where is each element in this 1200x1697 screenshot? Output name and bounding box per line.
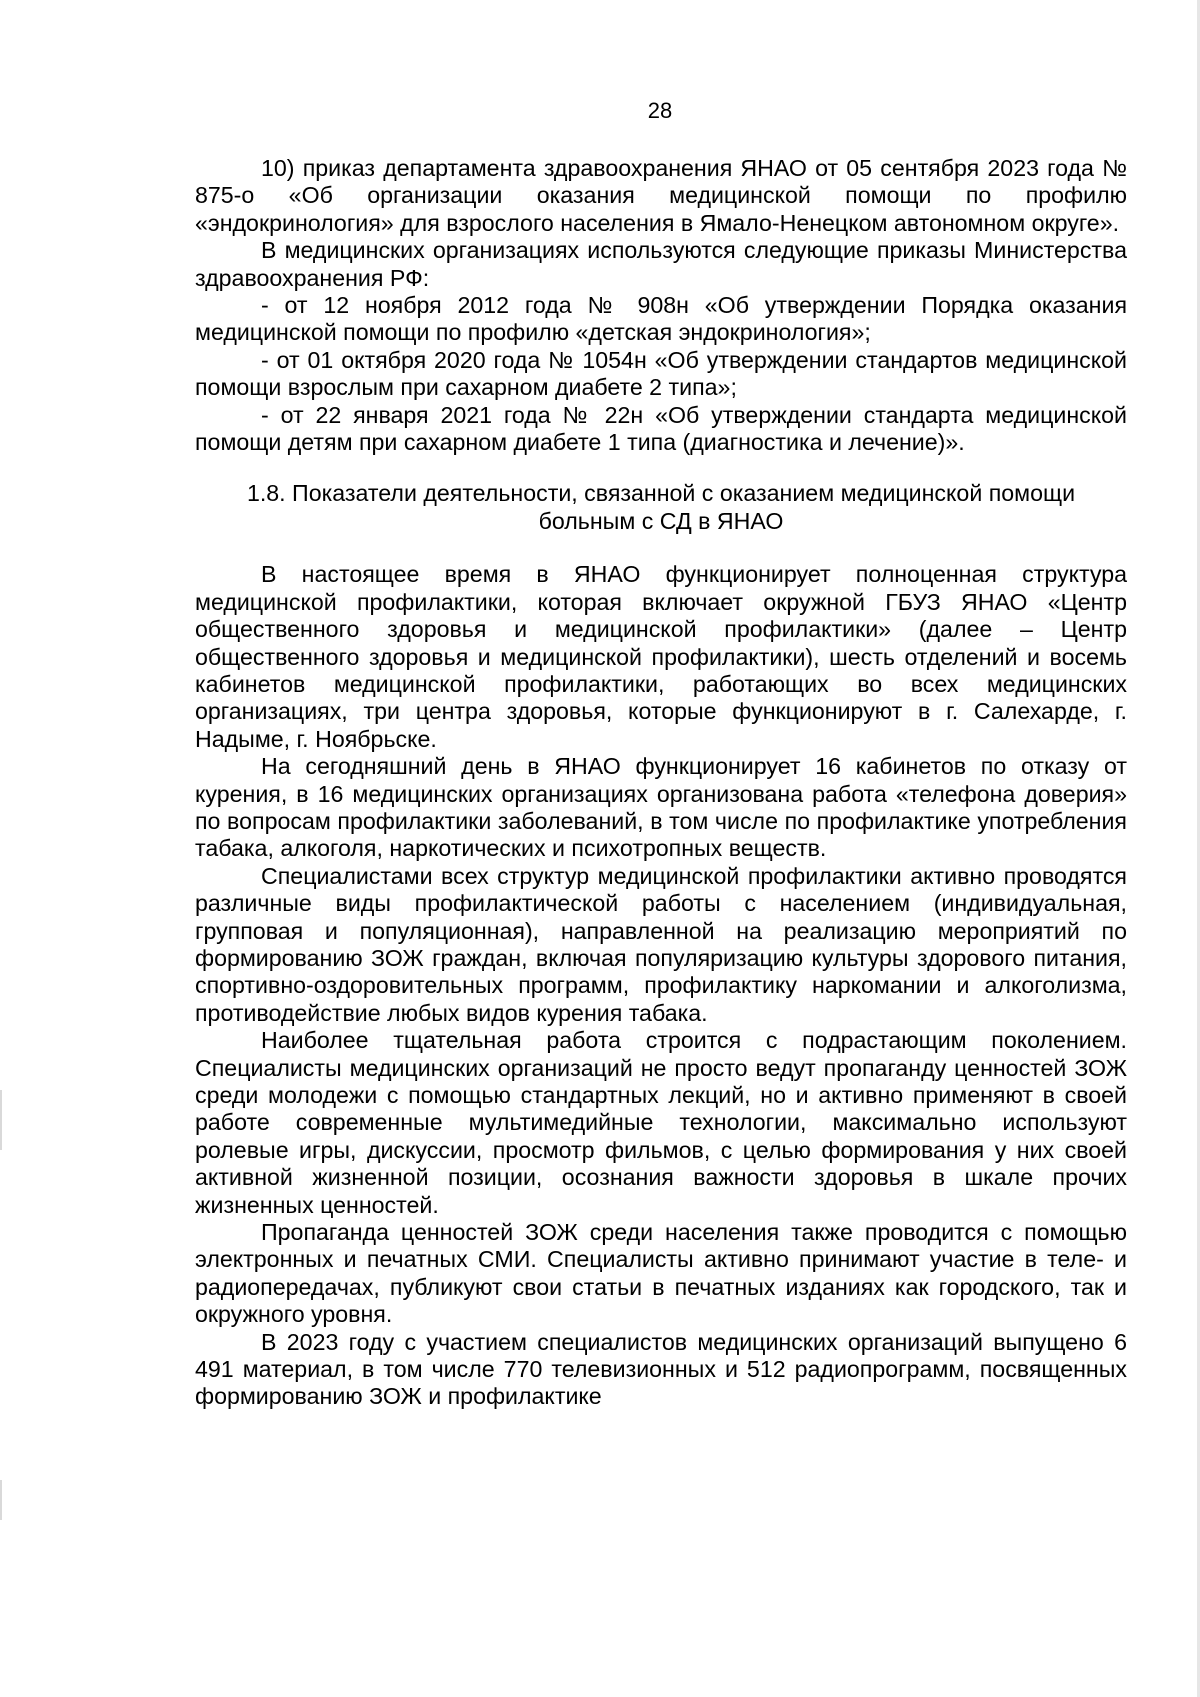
scan-margin-mark xyxy=(0,1090,2,1150)
paragraph-order-10: 10) приказ департамента здравоохранения ЯНАО от 05 сентября 2023 года № 875-о «Об организации оказания медицинской помощи по профилю «эндокринология» для взрослого населения в Ямало-Ненецком автономном округе». xyxy=(195,155,1127,236)
paragraph-prevention-structure: В настоящее время в ЯНАО функционирует полноценная структура медицинской профилактики, которая включает окружной ГБУЗ ЯНАО «Центр общественного здоровья и медицинской профилактики» (далее – Центр общественного здоровья и медицинской профилактики), шесть отделений и восемь кабинетов медицинской профилактики, работающих во всех медицинских организациях, три центра здоровья, которые функционируют в г. Салехарде, г. Надыме, г. Ноябрьске. xyxy=(195,561,1127,752)
list-item-order-1054n: - от 01 октября 2020 года № 1054н «Об утверждении стандартов медицинской помощи взрослым при сахарном диабете 2 типа»; xyxy=(195,346,1127,401)
list-item-order-908n: - от 12 ноября 2012 года № 908н «Об утверждении Порядка оказания медицинской помощи по профилю «детская эндокринология»; xyxy=(195,292,1127,346)
paragraph-2023-materials: В 2023 году с участием специалистов медицинских организаций выпущено 6 491 материал, в том числе 770 телевизионных и 512 радиопрограмм, посвященных формированию ЗОЖ и профилактике xyxy=(195,1328,1127,1410)
scan-margin-mark xyxy=(0,1480,2,1520)
list-item-order-22n: - от 22 января 2021 года № 22н «Об утверждении стандарта медицинской помощи детям при сахарном диабете 1 типа (диагностика и лечение)». xyxy=(195,401,1127,456)
section-heading-line: 1.8. Показатели деятельности, связанной с оказанием медицинской помощи xyxy=(246,480,1076,507)
paragraph-orders-intro: В медицинских организациях используются следующие приказы Министерства здравоохранения РФ: xyxy=(195,237,1127,291)
section-heading-line: больным с СД в ЯНАО xyxy=(538,507,784,534)
paragraph-prevention-work: Специалистами всех структур медицинской профилактики активно проводятся различные виды профилактической работы с населением (индивидуальная, групповая и популяционная), направленной на реализацию мероприятий по формированию ЗОЖ граждан, включая популяризацию культуры здорового питания, спортивно-оздоровительных программ, профилактику наркомании и алкоголизма, противодействие любых видов курения табака. xyxy=(195,862,1127,1026)
paragraph-smoking-cabinets: На сегодняшний день в ЯНАО функционирует 16 кабинетов по отказу от курения, в 16 медицинских организациях организована работа «телефона доверия» по вопросам профилактики заболеваний, в том числе по профилактике употребления табака, алкоголя, наркотических и психотропных веществ. xyxy=(195,753,1127,862)
document-body xyxy=(195,155,1127,1411)
paragraph-youth-work: Наиболее тщательная работа строится с подрастающим поколением. Специалисты медицинских организаций не просто ведут пропаганду ценностей ЗОЖ среди молодежи с помощью стандартных лекций, но и активно применяют в своей работе современные мультимедийные технологии, максимально используют ролевые игры, дискуссии, просмотр фильмов, с целью формирования у них своей активной жизненной позиции, осознания важности здоровья в шкале прочих жизненных ценностей. xyxy=(195,1027,1127,1218)
section-heading xyxy=(195,480,1127,535)
paragraph-media-propaganda: Пропаганда ценностей ЗОЖ среди населения также проводится с помощью электронных и печатных СМИ. Специалисты активно принимают участие в теле- и радиопередачах, публикуют свои статьи в печатных изданиях как городского, так и окружного уровня. xyxy=(195,1219,1127,1328)
page-number: 28 xyxy=(647,98,673,123)
